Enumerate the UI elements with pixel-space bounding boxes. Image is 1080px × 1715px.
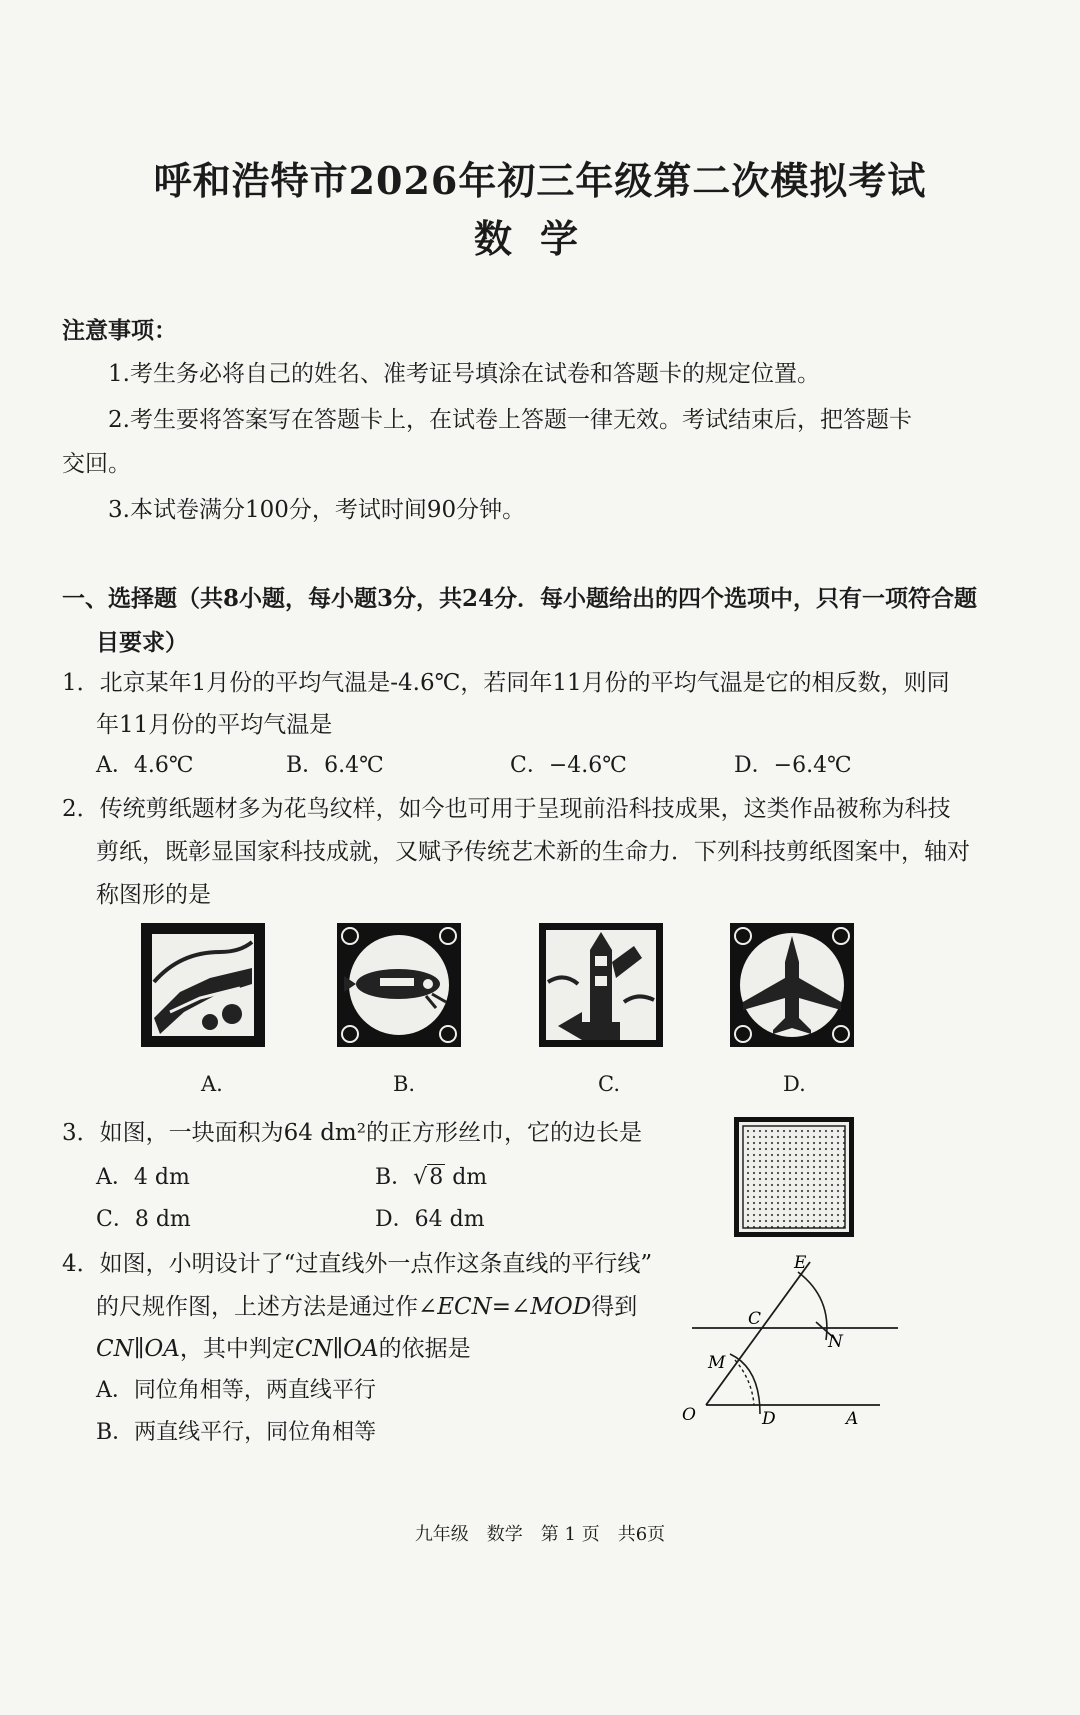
notice-item-3: 3.本试卷满分100分，考试时间90分钟。 bbox=[108, 497, 526, 523]
q1-line-2: 年11月份的平均气温是 bbox=[96, 712, 333, 738]
q4-option-b: B．两直线平行，同位角相等 bbox=[96, 1420, 377, 1445]
q4-line-3 bbox=[96, 1330, 471, 1363]
q4-parallel-2: CN∥OA bbox=[294, 1336, 379, 1362]
q3-option-b-radicand: 8 bbox=[429, 1165, 444, 1190]
q1-option-d: D．−6.4℃ bbox=[734, 753, 852, 778]
q1-option-b: B．6.4℃ bbox=[286, 753, 384, 778]
q4-line-2 bbox=[96, 1288, 637, 1321]
notice-heading: 注意事项： bbox=[62, 317, 177, 344]
exam-title: 呼和浩特市2026年初三年级第二次模拟考试 bbox=[153, 158, 927, 203]
label-o: O bbox=[682, 1405, 696, 1425]
q4-parallel-1: CN∥OA bbox=[96, 1336, 180, 1362]
q4-line-2-text-a: 的尺规作图，上述方法是通过作 bbox=[96, 1294, 418, 1320]
papercut-submarine-image bbox=[336, 922, 462, 1048]
square-scarf-image bbox=[733, 1116, 855, 1238]
notice-item-2-line-2: 交回。 bbox=[62, 451, 131, 477]
q3-option-b-prefix: B． bbox=[375, 1165, 414, 1190]
papercut-train-image bbox=[140, 922, 266, 1048]
q2-caption-d: D. bbox=[783, 1072, 806, 1096]
q2-line-1: 2．传统剪纸题材多为花鸟纹样，如今也可用于呈现前沿科技成果，这类作品被称为科技 bbox=[62, 796, 951, 822]
q1-option-c: C．−4.6℃ bbox=[510, 753, 627, 778]
notice-item-2-line-1: 2.考生要将答案写在答题卡上，在试卷上答题一律无效。考试结束后，把答题卡 bbox=[108, 407, 912, 433]
section-1-heading-line-2: 目要求） bbox=[96, 629, 188, 656]
papercut-rocket-image bbox=[538, 922, 664, 1048]
notice-item-1: 1.考生务必将自己的姓名、准考证号填涂在试卷和答题卡的规定位置。 bbox=[108, 361, 820, 387]
q3-option-b bbox=[375, 1160, 487, 1191]
section-1-heading-line-1: 一、选择题（共8小题，每小题3分，共24分．每小题给出的四个选项中，只有一项符合题 bbox=[62, 585, 978, 612]
q4-option-a: A．同位角相等，两直线平行 bbox=[96, 1378, 376, 1403]
parallel-construction-diagram bbox=[680, 1250, 910, 1440]
q3-option-d: D．64 dm bbox=[375, 1207, 485, 1232]
page-footer: 九年级 数学 第 1 页 共6页 bbox=[414, 1524, 666, 1545]
label-d: D bbox=[762, 1409, 776, 1429]
q3-option-c: C．8 dm bbox=[96, 1207, 191, 1232]
label-n: N bbox=[828, 1332, 843, 1352]
q3-option-a: A．4 dm bbox=[96, 1165, 190, 1190]
label-e: E bbox=[794, 1253, 807, 1273]
q2-caption-b: B. bbox=[393, 1072, 416, 1096]
subject-title: 数学 bbox=[473, 216, 606, 261]
q2-line-3: 称图形的是 bbox=[96, 882, 211, 908]
q4-line-3-text-a: ，其中判定 bbox=[179, 1336, 295, 1362]
q4-line-1: 4．如图，小明设计了“过直线外一点作这条直线的平行线” bbox=[62, 1251, 653, 1277]
q2-line-2: 剪纸，既彰显国家科技成就，又赋予传统艺术新的生命力．下列科技剪纸图案中，轴对 bbox=[96, 839, 970, 865]
q3-option-b-unit: dm bbox=[452, 1165, 488, 1190]
q2-caption-a: A. bbox=[201, 1072, 223, 1096]
q3-line-1: 3．如图，一块面积为64 dm²的正方形丝巾，它的边长是 bbox=[62, 1120, 642, 1146]
q4-line-3-text-b: 的依据是 bbox=[378, 1336, 471, 1362]
q4-line-2-text-b: 得到 bbox=[591, 1294, 638, 1320]
label-m: M bbox=[708, 1353, 726, 1373]
q4-angle-equation: ∠ECN=∠MOD bbox=[418, 1294, 592, 1320]
sqrt-icon: √ bbox=[413, 1165, 428, 1190]
q2-caption-c: C. bbox=[598, 1072, 620, 1096]
label-a: A bbox=[846, 1409, 859, 1429]
label-c: C bbox=[748, 1309, 762, 1329]
papercut-aircraft-image bbox=[729, 922, 855, 1048]
q1-option-a: A．4.6℃ bbox=[96, 753, 194, 778]
q1-line-1: 1．北京某年1月份的平均气温是-4.6℃，若同年11月份的平均气温是它的相反数，则同 bbox=[62, 670, 950, 696]
